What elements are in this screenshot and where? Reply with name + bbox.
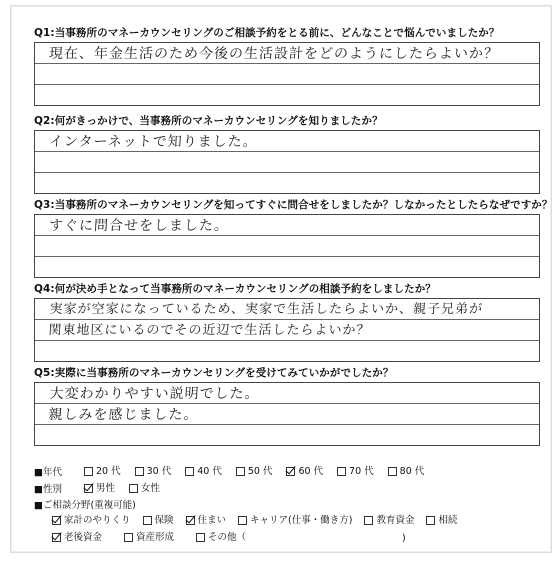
answer-box — [34, 130, 540, 194]
checkbox-icon[interactable] — [135, 467, 144, 476]
fields-header-row — [34, 498, 544, 513]
checkbox-label: 30 代 — [146, 466, 172, 477]
question-title: Q2:何がきっかけで、当事務所のマネーカウンセリングを知りましたか？ — [34, 115, 383, 127]
checkbox-icon[interactable] — [238, 516, 247, 525]
checkbox-option[interactable] — [84, 481, 115, 496]
checked-checkbox-icon[interactable] — [186, 516, 195, 525]
checkbox-icon[interactable] — [143, 516, 152, 525]
age-options — [84, 464, 438, 481]
checkbox-label: 男性 — [96, 483, 116, 494]
checkbox-label: 70 代 — [349, 466, 374, 477]
question-title: Q3:当事務所のマネーカウンセリングを知ってすぐに問合せをしましたか？しなかったとしたらなぜですか？ — [34, 199, 553, 211]
checkbox-icon[interactable] — [124, 533, 133, 542]
checkbox-icon[interactable] — [364, 516, 373, 525]
answer-box — [34, 382, 540, 446]
ruled-line — [35, 340, 539, 341]
handwritten-answer — [49, 45, 534, 63]
question-3 — [34, 198, 553, 278]
checkbox-label: 80 代 — [399, 466, 425, 477]
checkbox-option[interactable] — [52, 530, 102, 545]
ruled-line — [35, 172, 539, 173]
question-1 — [34, 26, 540, 106]
checked-checkbox-icon[interactable] — [52, 533, 61, 542]
checkbox-label: 資産形成 — [136, 532, 175, 543]
ruled-line — [35, 63, 539, 64]
answer-line-1: すぐに問合せをしました。 — [48, 218, 230, 234]
question-title: Q1:当事務所のマネーカウンセリングのご相談予約をとる前に、どんなことで悩んでいましたか？ — [34, 27, 500, 39]
checkbox-label: 60 代 — [298, 466, 324, 477]
answer-line-1: 現在、年金生活のため今後の生活設計をどのようにしたらよいか？ — [48, 46, 500, 62]
checkbox-label: 40 代 — [197, 466, 222, 477]
answer-line-2: 親しみを感じました。 — [48, 407, 199, 423]
checkbox-icon[interactable] — [84, 467, 93, 476]
checkbox-icon[interactable] — [388, 467, 397, 476]
checkbox-icon[interactable] — [196, 533, 205, 542]
gender-row — [34, 481, 544, 498]
answer-line-1: インターネットで知りました。 — [48, 134, 259, 150]
gender-label: ■性別 — [34, 484, 62, 495]
checkbox-label: 50 代 — [247, 466, 273, 477]
checkbox-option[interactable] — [236, 464, 273, 479]
answer-box — [34, 298, 540, 362]
checkbox-option[interactable] — [143, 513, 174, 528]
checked-checkbox-icon[interactable] — [286, 467, 295, 476]
checked-checkbox-icon[interactable] — [52, 516, 61, 525]
checkbox-label: 女性 — [141, 483, 161, 494]
question-5 — [34, 366, 540, 446]
handwritten-answer — [49, 133, 534, 151]
question-title: Q4:何が決め手となって当事務所のマネーカウンセリングの相談予約をしましたか？ — [34, 283, 436, 295]
checkbox-option[interactable] — [124, 530, 174, 545]
checkbox-option[interactable] — [135, 464, 172, 479]
checkbox-option[interactable] — [388, 464, 425, 479]
checkbox-icon[interactable] — [337, 467, 346, 476]
answer-line-1: 大変わかりやすい説明でした。 — [49, 386, 260, 402]
checkbox-option[interactable] — [129, 481, 160, 496]
checkbox-option[interactable] — [186, 513, 227, 528]
survey-form — [10, 5, 552, 553]
ruled-line — [35, 235, 539, 236]
ruled-line — [35, 151, 539, 152]
ruled-line — [35, 256, 539, 257]
ruled-line — [35, 84, 539, 85]
checkbox-option[interactable] — [426, 513, 457, 528]
checked-checkbox-icon[interactable] — [84, 484, 93, 493]
checkbox-label: 相続 — [438, 515, 458, 526]
question-2 — [34, 114, 540, 194]
answer-box — [34, 42, 540, 106]
answer-line-2: 関東地区にいるのでその近辺で生活したらよいか？ — [48, 323, 371, 338]
checkbox-option[interactable] — [286, 464, 323, 479]
other-close-paren: ) — [402, 533, 406, 544]
checkbox-label: キャリア(仕事・働き方) — [250, 515, 353, 526]
fields-row-2 — [34, 530, 544, 547]
checkbox-label: 保険 — [154, 515, 174, 526]
checkbox-icon[interactable] — [236, 467, 245, 476]
checkbox-option[interactable] — [238, 513, 352, 528]
checkbox-label: 家計のやりくり — [64, 515, 131, 526]
profile-section — [34, 464, 544, 547]
checkbox-icon[interactable] — [129, 484, 138, 493]
checkbox-icon[interactable] — [426, 516, 435, 525]
question-4 — [34, 282, 540, 362]
fields-label: ■ご相談分野(重複可能) — [34, 500, 136, 511]
fields-options-row-2 — [52, 530, 268, 547]
checkbox-label: 老後資金 — [64, 532, 103, 543]
checkbox-label: 20 代 — [96, 466, 121, 477]
checkbox-option[interactable] — [196, 530, 246, 545]
handwritten-answer — [48, 301, 534, 340]
checkbox-option[interactable] — [84, 464, 121, 479]
checkbox-label: 教育資金 — [376, 515, 415, 526]
checkbox-option[interactable] — [52, 513, 131, 528]
gender-options — [84, 481, 174, 498]
handwritten-answer — [48, 385, 534, 424]
handwritten-answer — [49, 217, 534, 235]
checkbox-label: その他（ — [208, 532, 247, 543]
question-title: Q5:実際に当事務所のマネーカウンセリングを受けてみていかがでしたか？ — [34, 367, 394, 379]
checkbox-icon[interactable] — [185, 467, 194, 476]
ruled-line — [35, 424, 539, 425]
fields-row-1 — [34, 513, 544, 530]
age-row — [34, 464, 544, 481]
answer-box — [34, 214, 540, 278]
checkbox-option[interactable] — [337, 464, 374, 479]
checkbox-option[interactable] — [364, 513, 414, 528]
checkbox-option[interactable] — [185, 464, 222, 479]
answer-line-1: 実家が空家になっているため、実家で生活したらよいか、親子兄弟が — [49, 302, 484, 317]
checkbox-label: 住まい — [197, 515, 227, 526]
age-label: ■年代 — [34, 467, 62, 478]
fields-options-row-1 — [52, 513, 470, 530]
